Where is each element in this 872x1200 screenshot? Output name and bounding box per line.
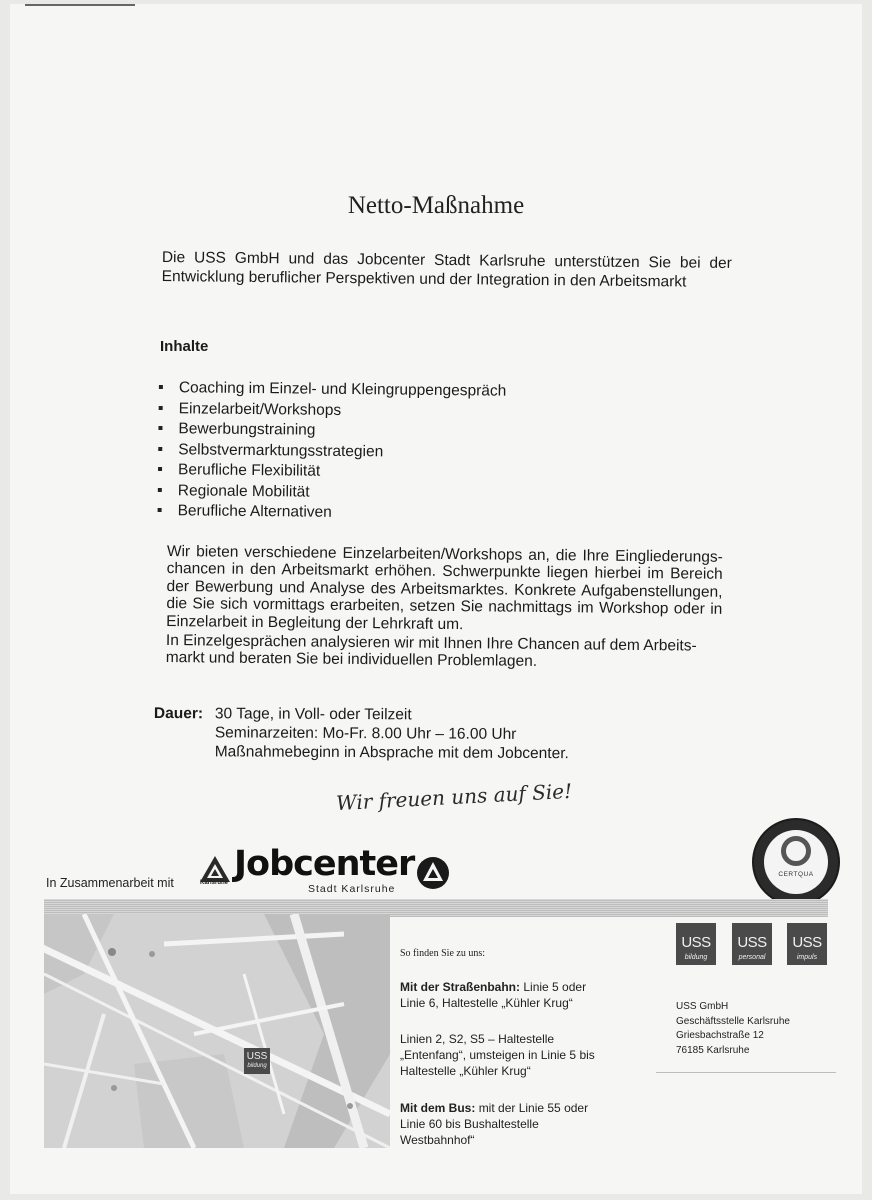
bullet-icon [158, 508, 162, 512]
tram-label: Mit der Straßenbahn: [400, 980, 521, 994]
map-marker-sub: bildung [247, 1063, 267, 1069]
bullet-icon [158, 467, 162, 471]
list-item: Berufliche Flexibilität [157, 460, 506, 484]
address-office: Geschäftsstelle Karlsruhe [676, 1015, 790, 1027]
description-paragraph-2: In Einzelgesprächen analysieren wir mit Ihnen Ihre Chancen auf dem Arbeits-markt und beraten Sie bei individuellen Problemlagen. [165, 632, 697, 671]
partner-intro: In Zusammenarbeit mit [46, 876, 174, 890]
address-city: 76185 Karlsruhe [676, 1044, 750, 1056]
inhalte-list [156, 378, 506, 525]
directions-lines: Linien 2, S2, S5 – Haltestelle „Entenfang“, umsteigen in Linie 5 bis Haltestelle „Kühler Krug“ [400, 1032, 595, 1078]
list-item: Regionale Mobilität [157, 480, 506, 504]
dauer-line-1: 30 Tage, in Voll- oder Teilzeit [214, 705, 412, 724]
bullet-icon [159, 385, 163, 389]
description [166, 543, 723, 673]
dauer-label: Dauer: [153, 705, 204, 723]
jobcenter-wordmark: Jobcenter [234, 844, 415, 884]
description-paragraph-1: Wir bieten verschiedene Einzelarbeiten/Workshops an, die Ihre Eingliederungs-chancen in den Arbeitsmarkt erhöhen. Schwerpunkte liegen hierbei im Bereich der Bewerbung und Analyse des Arbeitsmarktes. Konkrete Aufgabenstellungen, die Sie sich vormittags erarbeiten, setzen Sie nachmittags im Workshop oder in Einzelarbeit in Begleitung der Lehrkraft um. [166, 543, 723, 633]
map-marker[interactable] [244, 1048, 270, 1074]
list-item: Einzelarbeit/Workshops [158, 398, 507, 422]
address-divider [656, 1072, 836, 1073]
certqua-label: CERTQUA [778, 871, 814, 878]
jobcenter-triangle-icon [416, 856, 450, 890]
karlsruhe-mark-icon [200, 856, 230, 882]
uss-impuls-logo: USS impuls [787, 923, 827, 965]
jobcenter-subtitle: Stadt Karlsruhe [308, 883, 396, 895]
dauer-block [154, 704, 569, 763]
bullet-icon [158, 426, 162, 430]
location-map[interactable] [44, 914, 390, 1148]
uss-bildung-logo: USS bildung [676, 923, 716, 965]
bullet-icon [158, 488, 162, 492]
intro-text [162, 248, 732, 292]
certqua-seal [752, 818, 840, 906]
list-item: Coaching im Einzel- und Kleingruppengespräch [158, 378, 507, 402]
bullet-icon [159, 406, 163, 410]
uss-personal-logo: USS personal [732, 923, 772, 965]
intro-line-1: Die USS GmbH und das Jobcenter Stadt Karlsruhe unterstützen Sie bei der [161, 248, 732, 272]
directions-intro: So finden Sie zu uns: [400, 948, 485, 959]
directions-bus: Mit dem Bus: mit der Linie 55 oder Linie 60 bis Bushaltestelle Westbahnhof“ [400, 1101, 589, 1147]
address-street: Griesbachstraße 12 [676, 1030, 764, 1041]
page-title: Netto-Maßnahme [347, 192, 525, 219]
list-item: Berufliche Alternativen [156, 501, 505, 525]
address-company: USS GmbH [676, 1001, 729, 1012]
bus-label: Mit dem Bus: [400, 1101, 476, 1115]
dauer-line-2: Seminarzeiten: Mo-Fr. 8.00 Uhr – 16.00 Uhr [214, 724, 517, 743]
directions-tram: Mit der Straßenbahn: Linie 5 oder Linie 6, Haltestelle „Kühler Krug“ [400, 980, 587, 1010]
karlsruhe-mark-label: Karlsruhe [200, 880, 229, 886]
company-address [676, 1000, 790, 1058]
list-item: Bewerbungstraining [157, 419, 506, 443]
intro-line-2: Entwicklung beruflicher Perspektiven und der Integration in den Arbeitsmarkt [161, 267, 687, 291]
slogan: Wir freuen uns auf Sie! [335, 778, 573, 816]
certqua-q-icon [781, 836, 811, 866]
inhalte-heading: Inhalte [160, 338, 209, 355]
map-graphic [44, 914, 390, 1148]
bullet-icon [158, 447, 162, 451]
list-item: Selbstvermarktungsstrategien [157, 439, 506, 463]
dauer-line-3: Maßnahmebeginn in Absprache mit dem Jobcenter. [214, 743, 569, 763]
map-marker-brand: USS [246, 1051, 268, 1062]
scan-edge-line [25, 4, 135, 6]
